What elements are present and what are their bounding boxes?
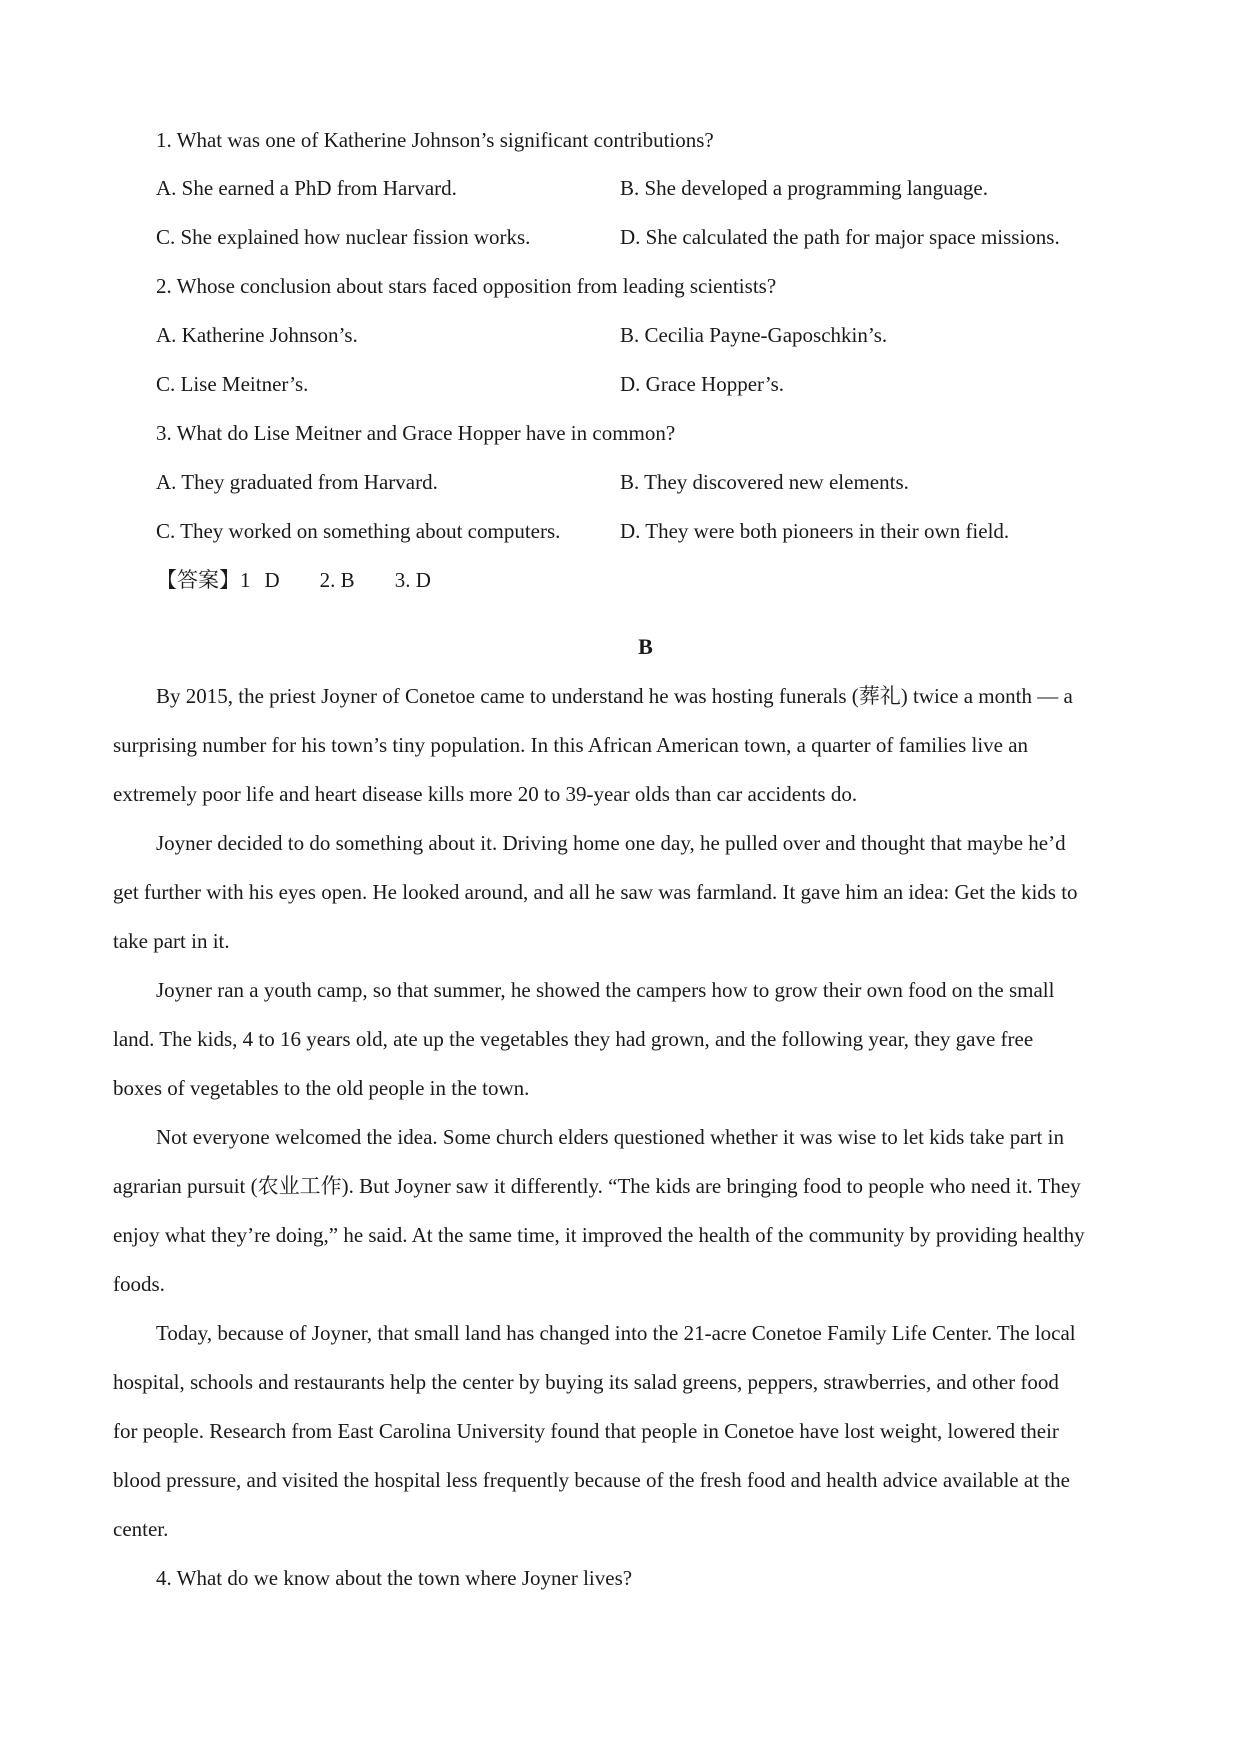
passage-line: foods. (113, 1272, 165, 1296)
question-1-stem: 1. What was one of Katherine Johnson’s significant contributions? (156, 128, 714, 152)
question-4-stem: 4. What do we know about the town where Joyner lives? (156, 1566, 633, 1590)
question-1-option-c: C. She explained how nuclear fission works. (156, 225, 531, 249)
question-3-option-a: A. They graduated from Harvard. (156, 470, 438, 494)
question-2-option-c: C. Lise Meitner’s. (156, 372, 309, 396)
question-2-option-b: B. Cecilia Payne-Gaposchkin’s. (620, 323, 888, 347)
passage-line: for people. Research from East Carolina University found that people in Conetoe have lost weight, lowered their (113, 1419, 1059, 1443)
question-3-stem: 3. What do Lise Meitner and Grace Hopper have in common? (156, 421, 676, 445)
passage-line: Joyner ran a youth camp, so that summer, he showed the campers how to grow their own food on the small (156, 978, 1055, 1002)
passage-line: surprising number for his town’s tiny population. In this African American town, a quarter of families live an (113, 733, 1029, 757)
question-1-option-b: B. She developed a programming language. (620, 176, 988, 200)
question-1-option-a: A. She earned a PhD from Harvard. (156, 176, 457, 200)
passage-line: boxes of vegetables to the old people in the town. (113, 1076, 530, 1100)
question-2-option-d: D. Grace Hopper’s. (620, 372, 785, 396)
passage-line: get further with his eyes open. He looked around, and all he saw was farmland. It gave him an idea: Get the kids to (113, 880, 1078, 904)
question-3-option-b: B. They discovered new elements. (620, 470, 909, 494)
passage-line: take part in it. (113, 929, 230, 953)
question-1-option-d: D. She calculated the path for major space missions. (620, 225, 1060, 249)
passage-line: extremely poor life and heart disease kills more 20 to 39-year olds than car accidents do. (113, 782, 858, 806)
question-3-option-d: D. They were both pioneers in their own field. (620, 519, 1010, 543)
passage-line: hospital, schools and restaurants help the center by buying its salad greens, peppers, strawberries, and other food (113, 1370, 1059, 1394)
answer-1-value: D (264, 568, 280, 592)
passage-line: enjoy what they’re doing,” he said. At the same time, it improved the health of the community by providing healthy (113, 1223, 1085, 1247)
answer-1-number: 1 (240, 568, 251, 592)
passage-line: agrarian pursuit (农业工作). But Joyner saw it differently. “The kids are bringing food to people who need it. They (113, 1174, 1081, 1198)
question-2-stem: 2. Whose conclusion about stars faced opposition from leading scientists? (156, 274, 777, 298)
question-2-option-a: A. Katherine Johnson’s. (156, 323, 358, 347)
answer-2: 2. B (319, 568, 355, 592)
passage-line: By 2015, the priest Joyner of Conetoe came to understand he was hosting funerals (葬礼) twice a month — a (156, 684, 1073, 708)
section-heading: B (638, 634, 653, 659)
answer-label: 【答案】 (156, 568, 240, 592)
answer-3: 3. D (394, 568, 431, 592)
passage-line: blood pressure, and visited the hospital less frequently because of the fresh food and health advice available at the (113, 1468, 1070, 1492)
passage-line: Joyner decided to do something about it. Driving home one day, he pulled over and thought that maybe he’d (156, 831, 1066, 855)
passage-line: Not everyone welcomed the idea. Some church elders questioned whether it was wise to let kids take part in (156, 1125, 1064, 1149)
question-3-option-c: C. They worked on something about computers. (156, 519, 561, 543)
passage-line: center. (113, 1517, 169, 1541)
passage-line: land. The kids, 4 to 16 years old, ate up the vegetables they had grown, and the following year, they gave free (113, 1027, 1034, 1051)
passage-line: Today, because of Joyner, that small land has changed into the 21-acre Conetoe Family Life Center. The local (156, 1321, 1076, 1345)
answer-key (156, 566, 431, 594)
